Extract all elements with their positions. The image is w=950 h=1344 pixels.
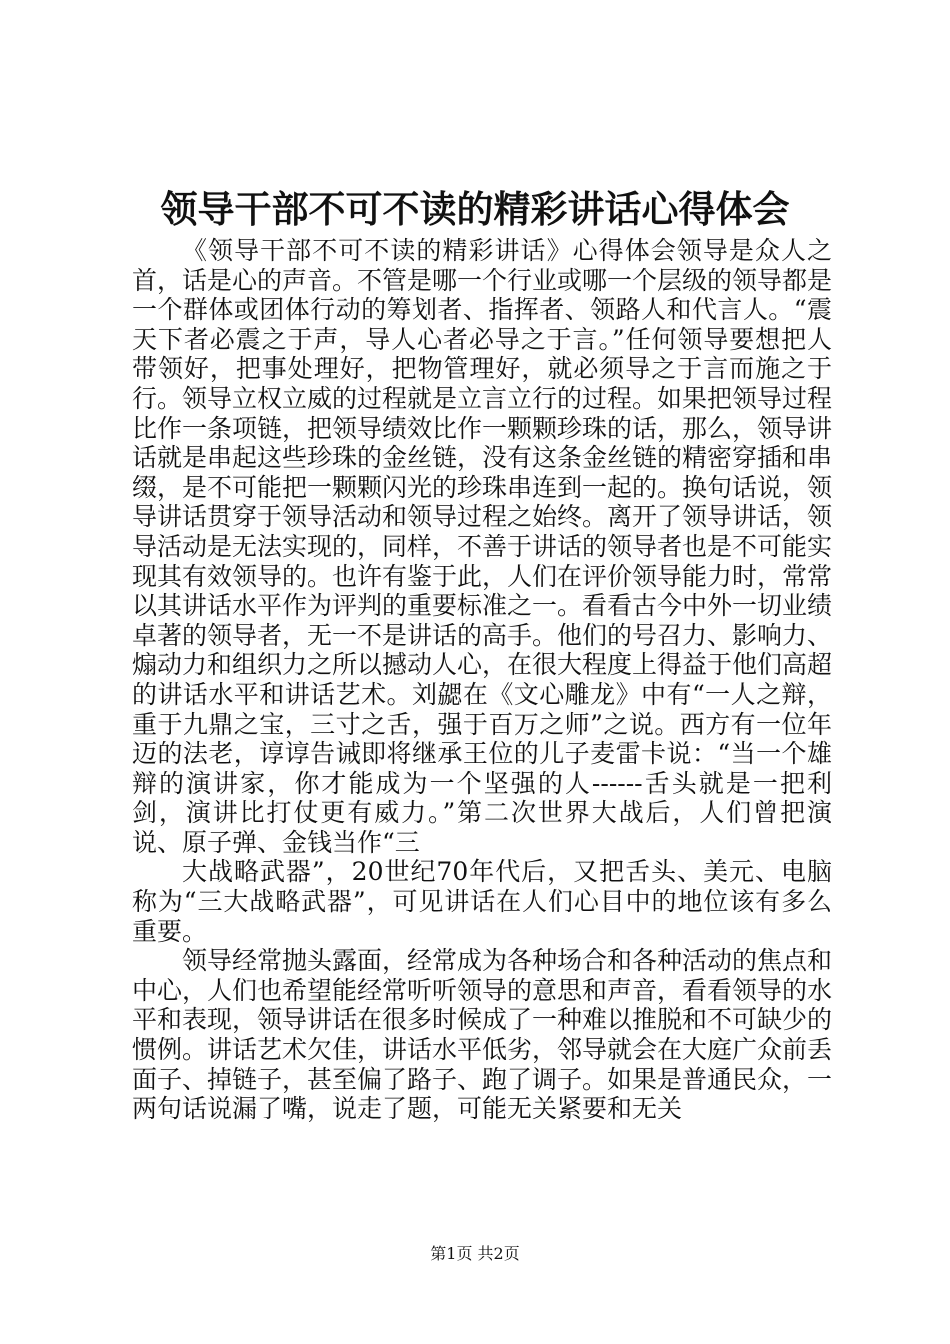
paragraph-2: 大战略武器”，20世纪70年代后，又把舌头、美元、电脑称为“三大战略武器”，可见讲话在人们心目中的地位该有多么重要。: [132, 857, 832, 946]
paragraph-1: 《领导干部不可不读的精彩讲话》心得体会领导是众人之首，话是心的声音。不管是哪一个行业或哪一个层级的领导都是一个群体或团体行动的筹划者、指挥者、领路人和代言人。“震天下者必震之于声，导人心者必导之于言。”任何领导要想把人带领好，把事处理好，把物管理好，就必须导之于言而施之于行。领导立权立威的过程就是立言立行的过程。如果把领导过程比作一条项链，把领导绩效比作一颗颗珍珠的话，那么，领导讲话就是串起这些珍珠的金丝链，没有这条金丝链的精密穿插和串缀，是不可能把一颗颗闪光的珍珠串连到一起的。换句话说，领导讲话贯穿于领导活动和领导过程之始终。离开了领导讲话，领导活动是无法实现的，同样，不善于讲话的领导者也是不可能实现其有效领导的。也许有鉴于此，人们在评价领导能力时，常常以其讲话水平作为评判的重要标准之一。看看古今中外一切业绩卓著的领导者，无一不是讲话的高手。他们的号召力、影响力、煽动力和组织力之所以撼动人心，在很大程度上得益于他们高超的讲话水平和讲话艺术。刘勰在《文心雕龙》中有“一人之辩，重于九鼎之宝，三寸之舌，强于百万之师”之说。西方有一位年迈的法老，谆谆告诫即将继承王位的儿子麦雷卡说：“当一个雄辩的演讲家，你才能成为一个坚强的人------舌头就是一把利剑，演讲比打仗更有威力。”第二次世界大战后，人们曾把演说、原子弹、金钱当作“三: [132, 236, 833, 857]
paragraph-3: 领导经常抛头露面，经常成为各种场合和各种活动的焦点和中心，人们也希望能经常听听领导的意思和声音，看看领导的水平和表现，领导讲话在很多时候成了一种难以推脱和不可缺少的惯例。讲话艺术欠佳，讲话水平低劣，邻导就会在大庭广众前丢面子、掉链子，甚至偏了路子、跑了调子。如果是普通民众，一两句话说漏了嘴，说走了题，可能无关紧要和无关: [132, 946, 833, 1124]
document-title: 领导干部不可不读的精彩讲话心得体会: [160, 187, 790, 231]
document-body: [132, 236, 832, 1124]
page-footer: 第1页 共2页: [430, 1244, 520, 1263]
